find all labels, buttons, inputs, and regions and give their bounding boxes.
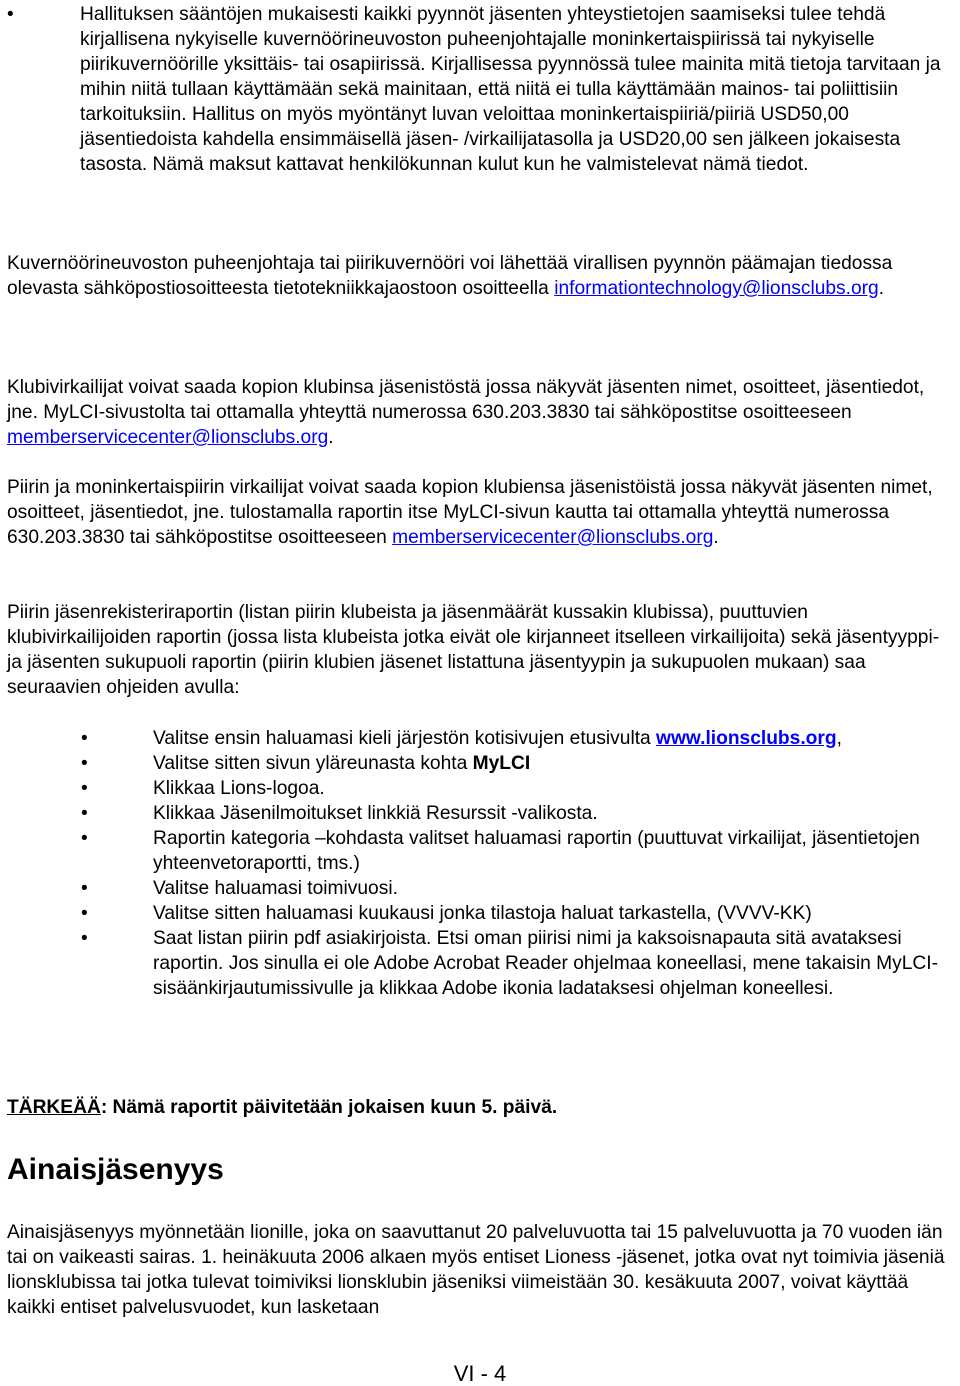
list-item-text: Valitse ensin haluamasi kieli järjestön kotisivujen etusivulta [153,728,657,749]
bullet-item-request-rules [7,2,947,177]
bullet-dot: • [81,903,88,924]
list-item [7,751,947,776]
list-item [7,726,947,751]
list-item-text: Klikkaa Jäsenilmoitukset linkkiä Resurssit -valikosta. [153,803,598,824]
paragraph-end: . [328,427,334,448]
email-link-memberservicecenter[interactable]: memberservicecenter@lionsclubs.org [7,427,329,448]
list-item-text: Valitse haluamasi toimivuosi. [153,878,398,899]
email-link-informationtechnology[interactable]: informationtechnology@lionsclubs.org [554,278,879,299]
mylci-label: MyLCI [472,753,531,774]
list-item-text: Valitse sitten sivun yläreunasta kohta [153,753,473,774]
page-number: VI - 4 [453,1361,507,1386]
important-label: TÄRKEÄÄ [7,1097,101,1118]
list-item [7,926,947,1001]
list-item [7,801,947,826]
paragraph-text: Kuvernöörineuvoston puheenjohtaja tai piirikuvernööri voi lähettää virallisen pyynnön päämajan tiedossa olevasta sähköpostiosoitteesta tietotekniikkajaostoon osoitteella [7,253,893,299]
bullet-dot: • [81,803,88,824]
paragraph-end: . [878,278,885,299]
list-item-end: , [836,728,842,749]
list-item-text: Raportin kategoria –kohdasta valitset haluamasi raportin (puuttuvat virkailijat, jäsentietojen yhteenvetoraportti, tms.) [153,828,920,874]
paragraph-club-officers [7,375,952,450]
bullet-dot: • [7,4,14,25]
paragraph-end: . [713,527,719,548]
list-item-text: Saat listan piirin pdf asiakirjoista. Etsi oman piirisi nimi ja kaksoisnapauta sitä avataksesi raportin. Jos sinulla ei ole Adobe Acrobat Reader ohjelmaa koneellasi, mene takaisin MyLCI-sisäänkirjautumissivulle ja klikkaa Adobe ikonia ladataksesi ohjelman koneellesi. [153,928,938,999]
list-item-text: Klikkaa Lions-logoa. [153,778,325,799]
list-item [7,826,947,876]
paragraph-text: Piirin ja moninkertaispiirin virkailijat voivat saada kopion klubiensa jäsenistöistä jossa näkyvät jäsenten nimet, osoitteet, jäsentiedot, jne. tulostamalla raportin itse MyLCI-sivun kautta tai ottamalla yhteyttä numerossa 630.203.3830 tai sähköpostitse osoitteeseen [7,477,933,548]
bullet-dot: • [81,778,88,799]
important-notice [7,1095,557,1120]
bullet-dot: • [81,728,88,749]
section-heading: Ainaisjäsenyys [7,1153,224,1186]
bullet-dot: • [81,753,88,774]
paragraph-text: Klubivirkailijat voivat saada kopion klubinsa jäsenistöstä jossa näkyvät jäsenten nimet, osoitteet, jäsentiedot, jne. MyLCI-sivustolta tai ottamalla yhteyttä numerossa 630.203.3830 tai sähköpostitse osoitteeseen [7,377,925,423]
list-item-text: Valitse sitten haluamasi kuukausi jonka tilastoja haluat tarkastella, (VVVV-KK) [153,903,812,924]
bullet-text: Hallituksen sääntöjen mukaisesti kaikki pyynnöt jäsenten yhteystietojen saamiseksi tulee tehdä kirjallisena nykyiselle kuvernöörineuvoston puheenjohtajalle moninkertaispiirissä tai nykyiselle piirikuvernöörille yksittäis- tai osapiirissä. Kirjallisessa pyynnössä tulee mainita mitä tietoja tarvitaan ja mihin niitä tullaan käyttämään sekä mainitaan, että niitä ei tulla käyttämään mainos- tai poliittisiin tarkoituksiin. Hallitus on myös myöntänyt luvan veloittaa moninkertaispiiriä/piiriä USD50,00 jäsentiedoista kahdella ensimmäisellä jäsen- /virkailijatasolla ja USD20,00 sen jälkeen jokaisesta tasosta. Nämä maksut kattavat henkilökunnan kulut kun he valmistelevat nämä tiedot. [80,4,941,175]
important-text: : Nämä raportit päivitetään jokaisen kuun 5. päivä. [100,1097,558,1118]
bullet-dot: • [81,878,88,899]
email-link-memberservicecenter-2[interactable]: memberservicecenter@lionsclubs.org [392,527,714,548]
paragraph-official-request [7,251,952,301]
list-item [7,876,947,901]
bullet-dot: • [81,928,88,949]
instruction-list [7,726,947,1001]
paragraph-district-officers [7,475,952,550]
paragraph-district-reports: Piirin jäsenrekisteriraportin (listan piirin klubeista ja jäsenmäärät kussakin klubissa), puuttuvien klubivirkailijoiden raportin (jossa lista klubeista jotka eivät ole kirjanneet itselleen virkailijoita) sekä jäsentyyppi- ja jäsenten sukupuoli raportin (piirin klubien jäsenet listattuna jäsentyypin ja sukupuolen mukaan) saa seuraavien ohjeiden avulla: [7,602,940,698]
bullet-dot: • [81,828,88,849]
paragraph-lifetime-membership: Ainaisjäsenyys myönnetään lionille, joka on saavuttanut 20 palveluvuotta tai 15 palveluvuotta ja 70 vuoden iän tai on vaikeasti sairas. 1. heinäkuuta 2006 alkaen myös entiset Lioness -jäsenet, jotka ovat nyt toimivia jäseniä lionsklubissa tai jotka tulevat toimiviksi lionsklubin jäseniksi viimeistään 30. kesäkuuta 2007, voivat käyttää kaikki entiset palvelusvuodet, kun lasketaan [7,1222,945,1318]
list-item [7,901,947,926]
website-link-lionsclubs[interactable]: www.lionsclubs.org [656,728,837,749]
list-item [7,776,947,801]
